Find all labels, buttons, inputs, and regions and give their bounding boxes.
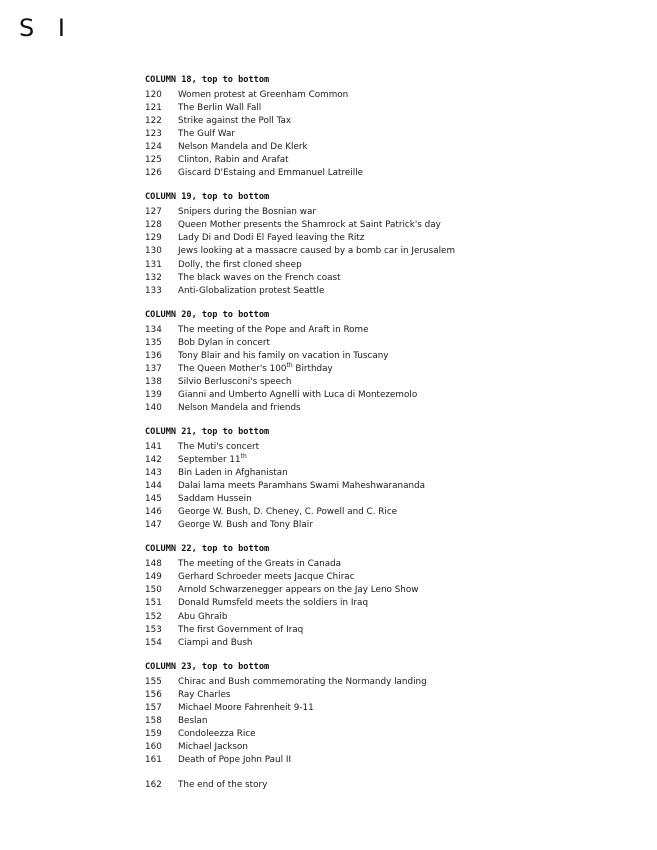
ordinal-suffix: th	[286, 361, 293, 369]
entry-title-text: Silvio Berlusconi's speech	[178, 376, 292, 387]
entry-title	[178, 141, 308, 154]
entry-title-text: The black waves on the French coast	[178, 272, 341, 283]
entry-title-text: Anti-Globalization protest Seattle	[178, 285, 325, 296]
list-item	[145, 597, 625, 610]
entry-title-text: Nelson Mandela and De Klerk	[178, 142, 308, 153]
entry-title-text: Nelson Mandela and friends	[178, 402, 301, 413]
entry-title	[178, 402, 301, 415]
entry-number: 130	[145, 246, 162, 257]
entry-title	[178, 102, 261, 115]
entry-title	[178, 741, 248, 754]
entry-title-text: George W. Bush and Tony Blair	[178, 520, 313, 531]
entry-title	[178, 519, 313, 532]
entry-title	[178, 454, 247, 467]
entry-title-text: Bob Dylan in concert	[178, 337, 270, 348]
entry-number: 145	[145, 494, 162, 505]
entry-number: 149	[145, 572, 162, 583]
section-heading: COLUMN 20, top to bottom	[145, 309, 270, 320]
entry-title-text: The Queen Mother's 100	[178, 363, 287, 374]
entry-title	[178, 389, 417, 402]
list-item	[145, 128, 625, 141]
list-item	[145, 506, 625, 519]
entry-title	[178, 676, 427, 689]
entry-title-text: George W. Bush, D. Cheney, C. Powell and C. Rice	[178, 507, 398, 518]
entry-title-text: Saddam Hussein	[178, 494, 252, 505]
entry-number: 142	[145, 455, 162, 466]
entry-number: 152	[145, 611, 162, 622]
list-item	[145, 467, 625, 480]
entry-number: 137	[145, 363, 162, 374]
entry-title-text: Donald Rumsfeld meets the soldiers in Iraq	[178, 598, 369, 609]
entry-number: 124	[145, 142, 162, 153]
column-section	[145, 192, 625, 297]
entry-title-text: Condoleezza Rice	[178, 728, 256, 739]
section-heading: COLUMN 19, top to bottom	[145, 192, 270, 203]
list-item	[145, 337, 625, 350]
entry-number: 125	[145, 155, 162, 166]
entry-number: 150	[145, 585, 162, 596]
entry-title-text: Queen Mother presents the Shamrock at Saint Patrick's day	[178, 220, 441, 231]
list-item	[145, 245, 625, 258]
entry-title	[178, 493, 252, 506]
entry-title	[178, 206, 316, 219]
entry-number: 155	[145, 676, 162, 687]
list-item	[145, 702, 625, 715]
entry-number: 132	[145, 272, 162, 283]
entry-title-text: The first Government of Iraq	[178, 624, 304, 635]
entry-number: 141	[145, 441, 162, 452]
entry-title-text: The meeting of the Pope and Araft in Rome	[178, 324, 369, 335]
entry-title-text: Chirac and Bush commemorating the Normandy landing	[178, 676, 427, 687]
entry-title	[178, 154, 289, 167]
entry-title-text: Dolly, the first cloned sheep	[178, 259, 302, 270]
entry-number: 158	[145, 715, 162, 726]
entry-title-text: Clinton, Rabin and Arafat	[178, 155, 289, 166]
page-mark: S I	[19, 14, 73, 42]
entry-number: 151	[145, 598, 162, 609]
entry-number: 126	[145, 168, 162, 179]
entry-title	[178, 571, 355, 584]
column-section	[145, 75, 625, 180]
entry-number: 143	[145, 468, 162, 479]
entry-title-text: Beslan	[178, 715, 208, 726]
column-section	[145, 427, 625, 532]
entry-title	[178, 597, 368, 610]
entry-number: 157	[145, 702, 162, 713]
entry-title-text: The Muti's concert	[178, 441, 260, 452]
list-item	[145, 206, 625, 219]
entry-title	[178, 728, 256, 741]
entry-title	[178, 624, 303, 637]
entry-title	[178, 337, 270, 350]
entry-title-text: Tony Blair and his family on vacation in Tuscany	[178, 350, 389, 361]
entry-number: 123	[145, 129, 162, 140]
list-item	[145, 363, 625, 376]
section-heading: COLUMN 21, top to bottom	[145, 426, 270, 437]
list-item	[145, 115, 625, 128]
entry-number: 148	[145, 559, 162, 570]
entry-title-text: Gianni and Umberto Agnelli with Luca di Montezemolo	[178, 389, 418, 400]
entry-title-text: Michael Jackson	[178, 741, 248, 752]
entry-number: 140	[145, 402, 162, 413]
section-heading: COLUMN 22, top to bottom	[145, 544, 270, 555]
entry-number: 138	[145, 376, 162, 387]
entry-title	[178, 715, 207, 728]
entry-title	[178, 350, 389, 363]
list-item	[145, 558, 625, 571]
list-item	[145, 232, 625, 245]
list-item	[145, 637, 625, 650]
entry-title	[178, 754, 291, 767]
entry-title	[178, 272, 341, 285]
entry-number: 147	[145, 520, 162, 531]
entry-number: 129	[145, 233, 162, 244]
list-item	[145, 571, 625, 584]
list-item	[145, 493, 625, 506]
entry-title	[178, 115, 291, 128]
entry-title-text: September 11	[178, 455, 241, 466]
list-item	[145, 741, 625, 754]
entry-number: 160	[145, 741, 162, 752]
entry-title-text: Abu Ghraib	[178, 611, 228, 622]
section-heading: COLUMN 23, top to bottom	[145, 661, 270, 672]
entry-title-text: Gerhard Schroeder meets Jacque Chirac	[178, 572, 355, 583]
list-item	[145, 324, 625, 337]
entry-title-text: Dalai lama meets Paramhans Swami Maheshwarananda	[178, 481, 426, 492]
column-section	[145, 544, 625, 649]
list-item	[145, 89, 625, 102]
entry-number: 121	[145, 103, 162, 114]
entry-title-text: Lady Di and Dodi El Fayed leaving the Ritz	[178, 233, 365, 244]
list-item	[145, 584, 625, 597]
entry-number: 162	[145, 779, 162, 790]
entry-title	[178, 89, 348, 102]
entry-title	[178, 480, 425, 493]
column-section	[145, 662, 625, 767]
entry-title-text: Strike against the Poll Tax	[178, 116, 292, 127]
entry-title-text: Michael Moore Fahrenheit 9-11	[178, 702, 314, 713]
list-item	[145, 519, 625, 532]
entry-number: 144	[145, 481, 162, 492]
entry-title	[178, 637, 253, 650]
entry-number: 161	[145, 754, 162, 765]
entry-number: 153	[145, 624, 162, 635]
entry-title-text: Snipers during the Bosnian war	[178, 207, 316, 218]
entry-number: 159	[145, 728, 162, 739]
entry-title-text: Women protest at Greenham Common	[178, 90, 349, 100]
list-item	[145, 441, 625, 454]
list-item	[145, 259, 625, 272]
entry-title	[178, 128, 235, 141]
list-item	[145, 754, 625, 767]
entry-title	[178, 363, 333, 376]
list-item	[145, 376, 625, 389]
entry-title	[178, 245, 455, 258]
entry-title-text: Jews looking at a massacre caused by a bomb car in Jerusalem	[178, 246, 456, 257]
entry-title-text: Ray Charles	[178, 689, 231, 700]
list-item	[145, 167, 625, 180]
final-entry	[145, 779, 625, 792]
entry-title	[178, 702, 314, 715]
section-heading: COLUMN 18, top to bottom	[145, 75, 270, 85]
entry-title-rest: Birthday	[292, 363, 333, 374]
column-section	[145, 310, 625, 415]
entry-title-text: The Gulf War	[178, 129, 236, 140]
caption-list	[145, 75, 625, 792]
entry-title-text: Bin Laden in Afghanistan	[178, 468, 288, 479]
list-item	[145, 728, 625, 741]
list-item	[145, 676, 625, 689]
list-item	[145, 480, 625, 493]
entry-number: 134	[145, 324, 162, 335]
entry-title	[178, 689, 230, 702]
list-item	[145, 219, 625, 232]
entry-title-text: Ciampi and Bush	[178, 637, 253, 648]
list-item	[145, 154, 625, 167]
entry-title	[178, 611, 227, 624]
entry-number: 136	[145, 350, 162, 361]
entry-title-text: Death of Pope John Paul II	[178, 754, 292, 765]
entry-title	[178, 584, 418, 597]
entry-number: 135	[145, 337, 162, 348]
entry-number: 128	[145, 220, 162, 231]
entry-number: 139	[145, 389, 162, 400]
list-item	[145, 350, 625, 363]
entry-number: 127	[145, 207, 162, 218]
list-item	[145, 715, 625, 728]
entry-title	[178, 259, 302, 272]
entry-title	[178, 376, 291, 389]
entry-number: 131	[145, 259, 162, 270]
list-item	[145, 689, 625, 702]
entry-title	[178, 219, 441, 232]
list-item	[145, 389, 625, 402]
entry-title-text: Arnold Schwarzenegger appears on the Jay Leno Show	[178, 585, 419, 596]
list-item	[145, 402, 625, 415]
entry-title: The end of the story	[178, 779, 268, 790]
list-item	[145, 102, 625, 115]
entry-title	[178, 232, 364, 245]
entry-number: 154	[145, 637, 162, 648]
list-item	[145, 141, 625, 154]
ordinal-suffix: th	[240, 453, 247, 461]
entry-title-text: The meeting of the Greats in Canada	[178, 559, 342, 570]
entry-title	[178, 558, 341, 571]
entry-number: 120	[145, 90, 162, 100]
entry-number: 133	[145, 285, 162, 296]
list-item	[145, 624, 625, 637]
list-item	[145, 285, 625, 298]
entry-number: 146	[145, 507, 162, 518]
column-sections	[145, 75, 625, 767]
entry-title	[178, 324, 369, 337]
entry-number: 122	[145, 116, 162, 127]
entry-title	[178, 285, 324, 298]
list-item	[145, 272, 625, 285]
list-item	[145, 454, 625, 467]
entry-title	[178, 467, 288, 480]
entry-title	[178, 506, 397, 519]
entry-title-text: Giscard D'Estaing and Emmanuel Latreille	[178, 168, 364, 179]
entry-number: 156	[145, 689, 162, 700]
entry-title-text: The Berlin Wall Fall	[178, 103, 262, 114]
list-item	[145, 611, 625, 624]
entry-title	[178, 167, 363, 180]
